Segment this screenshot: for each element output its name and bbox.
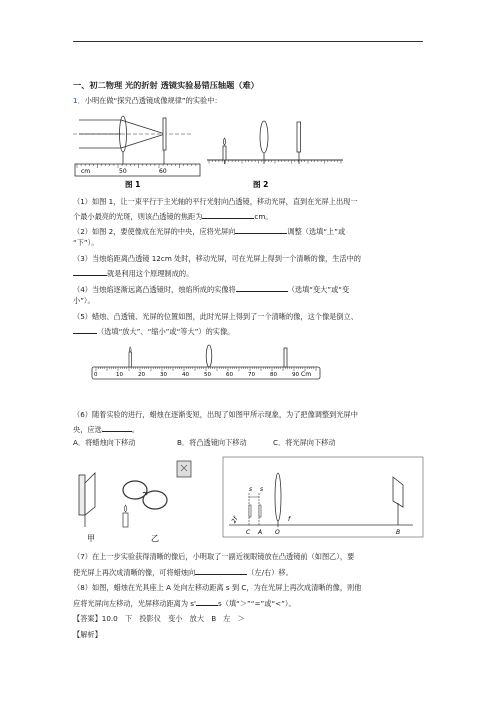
option-b[interactable]: B．将凸透镜向下移动: [177, 438, 247, 447]
part-2-line-b: “下”）。: [73, 238, 99, 247]
part-4-line-a: （4）当烛焰逐渐远离凸透镜时，烛焰所成的实像将 （选填“变大”或“变: [73, 285, 350, 294]
answer-blank-screen-direction[interactable]: [235, 225, 287, 234]
svg-text:A: A: [258, 529, 263, 536]
fig3-tick-label: 90: [292, 372, 299, 378]
answer-blank-candle-direction[interactable]: [195, 566, 247, 575]
part-4-line-b: 小”）。: [73, 296, 95, 305]
fig3-tick-label: 0: [94, 372, 98, 378]
answer-blank-image-type[interactable]: [73, 325, 97, 334]
fig2-caption: 图 2: [253, 180, 269, 189]
svg-text:C: C: [246, 529, 251, 536]
fig3-unit: Cm: [301, 371, 312, 378]
fig3-tick-label: 80: [270, 372, 277, 378]
part-7-line-b: 使光屏上再次成清晰的像，可将蜡烛向 （左/右）移。: [73, 568, 293, 577]
answer-blank-application[interactable]: [73, 267, 107, 276]
fig3-tick-label: 50: [204, 372, 211, 378]
svg-text:O: O: [275, 529, 280, 536]
fig3-tick-label: 20: [138, 372, 145, 378]
fig3-tick-label: 10: [116, 372, 123, 378]
figure-2: [205, 110, 355, 192]
part-3-line-a: （3）当烛焰距离凸透镜 12cm 处时，移动光屏，可在光屏上得到一个清晰的像，生活中的: [73, 254, 361, 263]
part-7-line-a: （7）在上一步实验获得清晰的像后，小明取了一副近视眼镜放在凸透镜前（如图乙），要: [73, 552, 355, 561]
part-5-line-b: （选填“放大”、“缩小”或“等大”）的实像。: [73, 325, 425, 337]
answer-line: 【答案】10.0 下 投影仪 变小 放大 B 左 ＞: [73, 614, 245, 623]
svg-text:f: f: [288, 516, 291, 523]
part-8-line-a: （8）如图，蜡烛在光具座上 A 处向左移动距离 s 到 C，为在光屏上再次成清晰的像，则他: [73, 583, 362, 592]
section-title: 一、初二物理 光的折射 透镜实验易错压轴题（难）: [73, 80, 259, 90]
figure-1: [73, 110, 205, 192]
figure-4: [73, 455, 425, 545]
svg-text:B: B: [396, 529, 401, 536]
answer-blank-distance-compare[interactable]: [196, 597, 218, 606]
svg-text:2f: 2f: [230, 515, 240, 525]
svg-text:s: s: [260, 486, 264, 493]
part-2-line-a: （2）如图 2，要使像成在光屏的中央，应将光屏向 调整（选填“上”或: [73, 227, 346, 236]
figure-yi-glasses: [123, 461, 191, 543]
option-c[interactable]: C．将光屏向下移动: [273, 438, 336, 447]
fig3-tick-label: 40: [182, 372, 189, 378]
fig1-tick-label-60: 60: [159, 168, 167, 175]
fig1-caption: 图 1: [125, 180, 141, 189]
part-5-line-a: （5）蜡烛、凸透镜、光屏的位置如图，此时光屏上得到了一个清晰的像，这个像是倒立、: [73, 312, 358, 321]
part-1-line-b: 个最小最亮的光斑，则该凸透镜的焦距为 cm。: [73, 212, 273, 221]
svg-text:甲: 甲: [87, 534, 95, 543]
part-1-line-a: （1）如图 1，让一束平行于主光轴的平行光射向凸透镜，移动光屏，直到在光屏上出现一: [73, 197, 358, 206]
svg-text:s: s: [249, 486, 253, 493]
fig3-tick-label: 60: [226, 372, 233, 378]
answer-blank-choice[interactable]: [102, 423, 132, 432]
part-3-line-b: 就是利用这个原理制成的。: [73, 267, 425, 279]
figure-3-optical-bench: [88, 340, 328, 386]
question-number: 1．: [73, 96, 85, 105]
fig3-tick-label: 70: [248, 372, 255, 378]
analysis-label: 【解析】: [73, 630, 102, 639]
part-6-line-b: 央，应选 。: [73, 425, 139, 434]
option-a[interactable]: A．将蜡烛向下移动: [73, 438, 136, 447]
fig1-unit: cm: [81, 168, 91, 175]
figure-bench-diagram: [223, 457, 423, 537]
part-8-line-b: 应将光屏向左移动，光屏移动距离为 s' s（填“＞”“=”或“<”）。: [73, 599, 296, 608]
figure-jia: [79, 473, 95, 543]
fig3-tick-label: 30: [160, 372, 167, 378]
header-rule: [73, 41, 423, 42]
fig1-tick-label-50: 50: [119, 168, 127, 175]
part-6-line-a: （6）随着实验的进行，蜡烛在逐渐变短，出现了如图甲所示现象，为了把像调整到光屏中: [73, 410, 358, 419]
question-stem-text: 小明在做“探究凸透镜成像规律”的实验中：: [84, 96, 222, 105]
answer-blank-image-size[interactable]: [236, 283, 288, 292]
answer-blank-focal-length[interactable]: [202, 210, 254, 219]
question-stem: [73, 96, 425, 106]
svg-text:乙: 乙: [151, 534, 159, 543]
